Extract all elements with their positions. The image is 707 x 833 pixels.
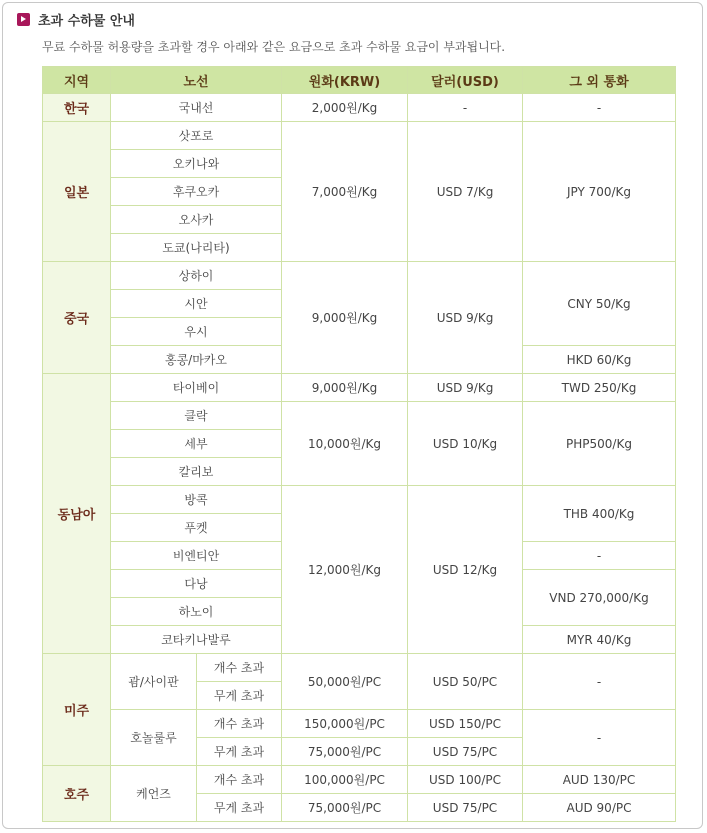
usd-cell: USD 75/PC (408, 738, 523, 766)
usd-cell: USD 7/Kg (408, 122, 523, 262)
other-cell: MYR 40/Kg (523, 626, 676, 654)
krw-cell: 9,000원/Kg (282, 374, 408, 402)
other-cell: AUD 130/PC (523, 766, 676, 794)
other-cell: THB 400/Kg (523, 486, 676, 542)
krw-cell: 7,000원/Kg (282, 122, 408, 262)
other-cell: PHP500/Kg (523, 402, 676, 486)
table-row (43, 710, 676, 738)
krw-cell: 75,000원/PC (282, 738, 408, 766)
usd-cell: USD 150/PC (408, 710, 523, 738)
route-cell: 시안 (111, 290, 282, 318)
region-china: 중국 (43, 262, 111, 374)
other-cell: - (523, 710, 676, 766)
usd-cell: USD 75/PC (408, 794, 523, 822)
notice-text: 무료 수하물 허용량을 초과할 경우 아래와 같은 요금으로 초과 수하물 요금이 부과됩니다. (42, 40, 506, 54)
other-cell: CNY 50/Kg (523, 262, 676, 346)
usd-cell: USD 100/PC (408, 766, 523, 794)
other-cell: - (523, 542, 676, 570)
table-row (43, 766, 676, 794)
route-cell: 다낭 (111, 570, 282, 598)
other-cell: VND 270,000/Kg (523, 570, 676, 626)
header-other: 그 외 통화 (523, 67, 676, 94)
other-cell: AUD 90/PC (523, 794, 676, 822)
arrow-bullet-icon (17, 13, 30, 26)
table-row (43, 486, 676, 514)
other-cell: TWD 250/Kg (523, 374, 676, 402)
route-cell: 칼리보 (111, 458, 282, 486)
usd-cell: USD 9/Kg (408, 374, 523, 402)
region-australia: 호주 (43, 766, 111, 822)
table-row (43, 374, 676, 402)
usd-cell: - (408, 94, 523, 122)
route-cell: 세부 (111, 430, 282, 458)
type-cell: 무게 초과 (197, 738, 282, 766)
header-region: 지역 (43, 67, 111, 94)
header-krw: 원화(KRW) (282, 67, 408, 94)
route-cell: 오사카 (111, 206, 282, 234)
type-cell: 개수 초과 (197, 766, 282, 794)
other-cell: HKD 60/Kg (523, 346, 676, 374)
header-usd: 달러(USD) (408, 67, 523, 94)
route-cell: 홍콩/마카오 (111, 346, 282, 374)
route-cell: 비엔티안 (111, 542, 282, 570)
baggage-fee-table (42, 66, 676, 822)
region-korea: 한국 (43, 94, 111, 122)
krw-cell: 100,000원/PC (282, 766, 408, 794)
other-cell: JPY 700/Kg (523, 122, 676, 262)
krw-cell: 2,000원/Kg (282, 94, 408, 122)
krw-cell: 50,000원/PC (282, 654, 408, 710)
usd-cell: USD 50/PC (408, 654, 523, 710)
other-cell: - (523, 94, 676, 122)
table-header-row (43, 67, 676, 94)
route-cell: 푸켓 (111, 514, 282, 542)
krw-cell: 12,000원/Kg (282, 486, 408, 654)
table-row (43, 122, 676, 150)
route-cell: 하노이 (111, 598, 282, 626)
route-cell: 타이베이 (111, 374, 282, 402)
section-header (17, 10, 135, 28)
route-cell: 클락 (111, 402, 282, 430)
route-cell: 상하이 (111, 262, 282, 290)
krw-cell: 9,000원/Kg (282, 262, 408, 374)
route-cell: 국내선 (111, 94, 282, 122)
type-cell: 무게 초과 (197, 794, 282, 822)
table-row (43, 262, 676, 290)
route-cell: 오키나와 (111, 150, 282, 178)
krw-cell: 75,000원/PC (282, 794, 408, 822)
header-route: 노선 (111, 67, 282, 94)
route-cell: 코타키나발루 (111, 626, 282, 654)
other-cell: - (523, 654, 676, 710)
usd-cell: USD 9/Kg (408, 262, 523, 374)
table-row (43, 402, 676, 430)
region-japan: 일본 (43, 122, 111, 262)
route-cell: 방콕 (111, 486, 282, 514)
route-cell: 괌/사이판 (111, 654, 197, 710)
table-row (43, 94, 676, 122)
route-cell: 케언즈 (111, 766, 197, 822)
type-cell: 개수 초과 (197, 654, 282, 682)
usd-cell: USD 12/Kg (408, 486, 523, 654)
usd-cell: USD 10/Kg (408, 402, 523, 486)
route-cell: 호놀룰루 (111, 710, 197, 766)
route-cell: 후쿠오카 (111, 178, 282, 206)
type-cell: 무게 초과 (197, 682, 282, 710)
route-cell: 도쿄(나리타) (111, 234, 282, 262)
krw-cell: 150,000원/PC (282, 710, 408, 738)
region-southeast-asia: 동남아 (43, 374, 111, 654)
type-cell: 개수 초과 (197, 710, 282, 738)
table-row (43, 654, 676, 682)
krw-cell: 10,000원/Kg (282, 402, 408, 486)
route-cell: 삿포로 (111, 122, 282, 150)
section-title: 초과 수하물 안내 (38, 13, 135, 29)
region-americas: 미주 (43, 654, 111, 766)
route-cell: 우시 (111, 318, 282, 346)
